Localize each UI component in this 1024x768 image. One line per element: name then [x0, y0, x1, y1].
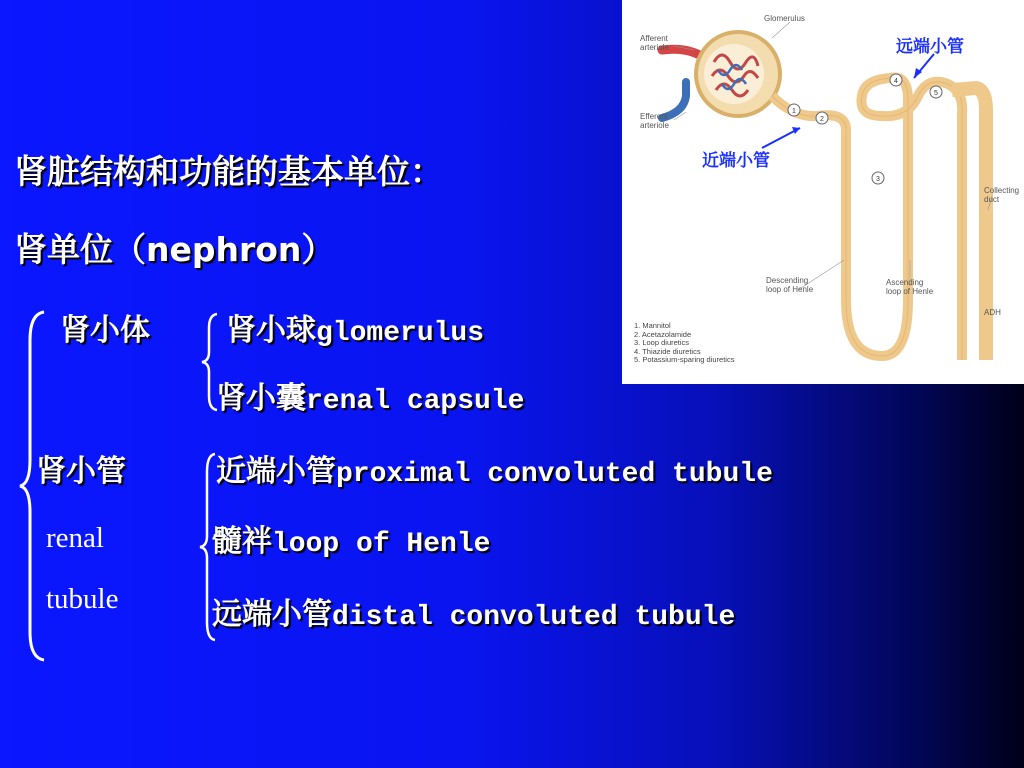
- afferent-arteriole-label: Afferent arteriole: [640, 34, 669, 52]
- descending-loop-label: Descending loop of Henle: [766, 276, 814, 294]
- adh-label: ADH: [984, 308, 1001, 317]
- renal-tubule-label: 肾小管: [36, 454, 126, 489]
- capsule-en: renal capsule: [306, 386, 525, 417]
- loop-item: [212, 516, 490, 560]
- site-4-label: 4: [894, 78, 898, 85]
- legend-item: 3. Loop diuretics: [634, 338, 690, 348]
- renal-tubule-en-2: tubule: [46, 583, 119, 615]
- collecting-duct-label: Collecting duct: [984, 186, 1020, 204]
- site-5-label: 5: [934, 90, 938, 97]
- capsule-cn: 肾小囊: [216, 381, 306, 416]
- ascending-loop-label: Ascending loop of Henle: [886, 278, 934, 296]
- site-2-label: 2: [820, 116, 824, 123]
- distal-item: [212, 589, 735, 633]
- glomerulus-cn: 肾小球: [226, 313, 316, 348]
- proximal-cn: 近端小管: [216, 454, 336, 489]
- proximal-tubule-callout: 近端小管: [702, 151, 770, 171]
- site-1-label: 1: [792, 108, 796, 115]
- legend-item: 4. Thiazide diuretics: [634, 346, 701, 356]
- distal-cn: 远端小管: [212, 597, 332, 632]
- legend-item: 1. Mannitol: [634, 321, 671, 330]
- legend-item: 2. Acetazolamide: [634, 329, 692, 339]
- glomerulus-figure-label: Glomerulus: [764, 14, 805, 23]
- renal-tubule-en-1: renal: [46, 522, 104, 554]
- nephron-diagram: [622, 0, 1024, 384]
- loop-en: loop of Henle: [272, 529, 491, 560]
- proximal-item: [216, 446, 773, 490]
- capsule-item: [216, 373, 524, 417]
- legend-item: 5. Potassium-sparing diuretics: [634, 355, 735, 365]
- renal-corpuscle-label: 肾小体: [60, 313, 150, 348]
- loop-cn: 髓袢: [212, 524, 272, 559]
- diuretics-legend: [634, 322, 734, 365]
- distal-en: distal convoluted tubule: [332, 602, 736, 633]
- nephron-heading: 肾单位（nephron）: [14, 230, 335, 269]
- glomerulus-en: glomerulus: [316, 318, 485, 349]
- efferent-arteriole-label: Efferent arteriole: [640, 112, 669, 130]
- site-3-label: 3: [876, 176, 880, 183]
- slide-title: 肾脏结构和功能的基本单位：: [14, 152, 443, 191]
- distal-tubule-callout: 远端小管: [896, 37, 964, 57]
- proximal-en: proximal convoluted tubule: [336, 459, 773, 490]
- glomerulus-item: [226, 305, 484, 349]
